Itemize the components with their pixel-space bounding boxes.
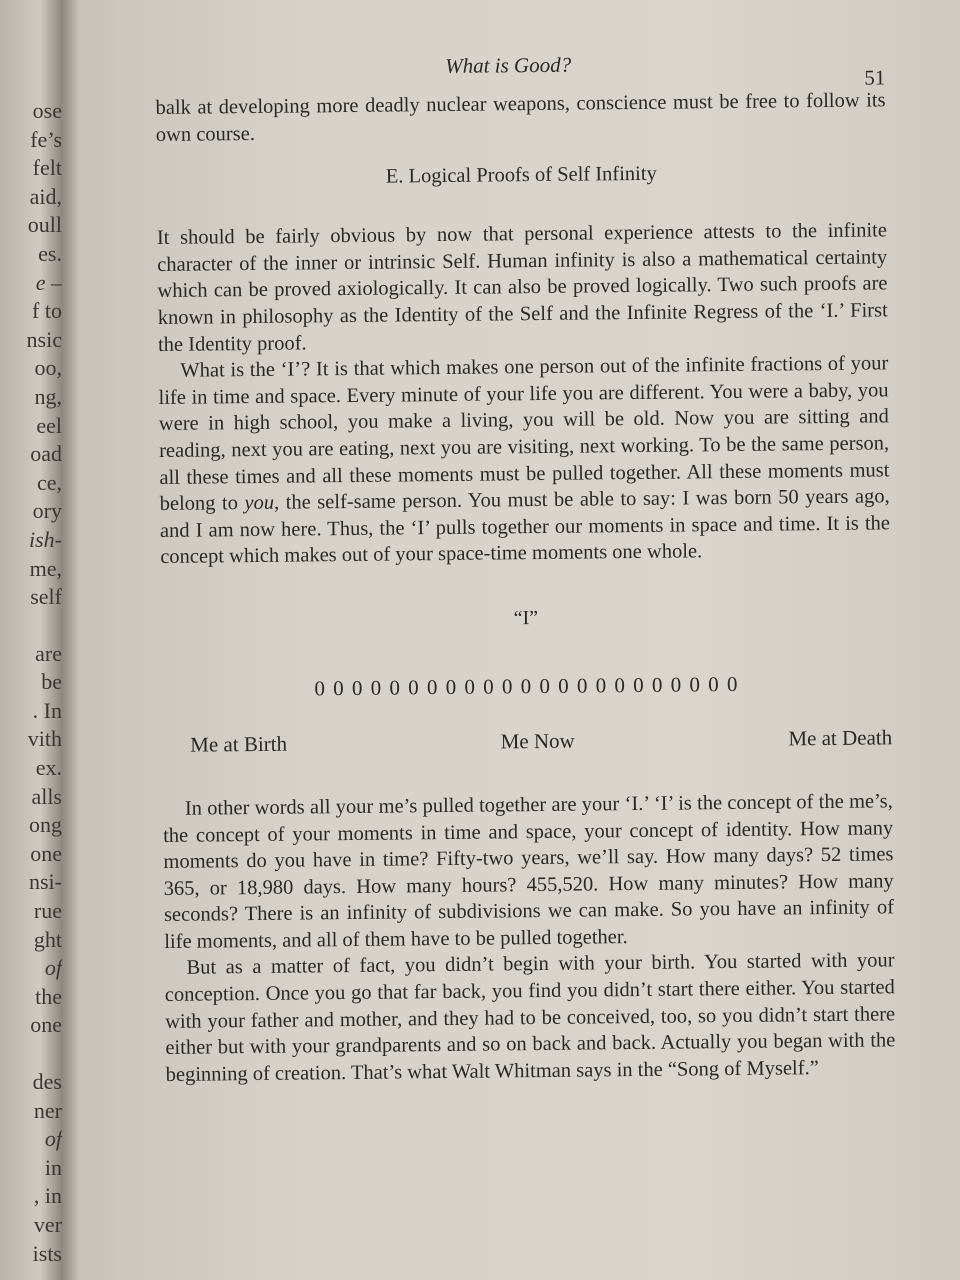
text-run: , the self-same person. You must be able to say: I was born 50 years ago, and I am now here. Thus, the ‘I’ pulls together our moments in space and time. It is the concept which makes out of your space-time moments one whole.: [159, 485, 891, 569]
fragment-line: one: [30, 840, 62, 866]
label-birth: Me at Birth: [190, 731, 288, 757]
fragment-line: oull: [27, 212, 62, 238]
fragment-line: [0, 1040, 62, 1068]
fragment-line: of: [44, 1126, 62, 1152]
page-header: [155, 47, 885, 95]
paragraph: balk at developing more deadly nuclear weapons, conscience must be free to follow its own course.: [155, 89, 886, 146]
book-page: [155, 47, 896, 1088]
fragment-line: ng,: [34, 383, 62, 409]
fragment-line: eel: [36, 412, 62, 438]
fragment-line: of: [44, 955, 62, 981]
fragment-line: fe’s: [30, 126, 62, 152]
fragment-line: oad: [30, 441, 62, 467]
fragment-line: ght: [33, 926, 62, 952]
fragment-line: ver: [33, 1211, 62, 1237]
fragment-line: ner: [33, 1097, 62, 1123]
fragment-line: be: [41, 669, 62, 695]
fragment-line: me,: [29, 555, 62, 581]
fragment-line: des: [32, 1069, 62, 1094]
fragment-line: ex.: [35, 755, 62, 781]
fragment-line: ose: [32, 98, 62, 123]
fragment-line: ce,: [36, 469, 62, 495]
fragment-line: , in: [33, 1183, 62, 1209]
fragment-line: the: [35, 983, 62, 1009]
fragment-line: nsic: [26, 326, 62, 352]
fragment-line: rue: [33, 898, 62, 924]
fragment-line: nsi-: [29, 869, 62, 895]
fragment-line: ory: [32, 498, 62, 524]
fragment-line: are: [35, 640, 62, 666]
text-run: What is the ‘I’? It is that which makes one person out of the infinite fractions of your life in time and space. Every minute of your life you are different. You were a baby, you were in high school, you make a living, you will be old. Now you are sitting and reading, next you are eating, next you are visiting, next working. To be the same person, all these times and all these moments must be pulled together. All these moments must belong to: [158, 352, 890, 516]
paragraph: [158, 350, 890, 570]
fragment-line: self: [30, 584, 62, 610]
diagram-label: “I”: [513, 606, 539, 630]
section-heading: E. Logical Proofs of Self Infinity: [385, 162, 657, 188]
fragment-line: aid,: [29, 183, 62, 209]
fragment-line: vith: [27, 726, 62, 752]
page-number: 51: [864, 65, 886, 90]
fragment-line: ists: [32, 1240, 62, 1266]
label-now: Me Now: [500, 728, 575, 754]
fragment-line: one: [30, 1012, 62, 1038]
fragment-line: es.: [38, 240, 62, 266]
fragment-line: [0, 612, 62, 640]
fragment-line: alls: [31, 783, 62, 809]
fragment-line: in: [44, 1154, 62, 1180]
label-death: Me at Death: [788, 725, 893, 751]
fragment-line: f to: [32, 298, 62, 324]
running-title: What is Good?: [445, 52, 572, 78]
fragment-line: . In: [32, 697, 62, 723]
fragment-line: ong: [29, 812, 62, 838]
paragraph: But as a matter of fact, you didn’t begin with your birth. You started with your conception. Once you go that far back, you find you didn’t start there either. You started with your father and mother, and they had to be conceived, too, so you didn’t start there either but with your grandparents and so on back and back. Actually you began with the beginning of creation. That’s what Walt Whitman says in the “Song of Myself.”: [164, 949, 896, 1086]
adjacent-page-fragments: [0, 97, 62, 1268]
emphasis: you: [244, 491, 275, 515]
paragraph: In other words all your me’s pulled together are your ‘I.’ ‘I’ is the concept of the me’s, the concept of your moments in time and space, your concept of identity. How many moments do you have in time? Fifty-two years, we’ll say. How many days? 52 times 365, or 18,980 days. How many hours? 455,520. How many minutes? How many seconds? There is an infinity of subdivisions we can make. So you have an infinity of life moments, and all of them have to be pulled together.: [163, 790, 895, 953]
diagram-labels: [162, 725, 892, 758]
fragment-line: e –: [35, 269, 62, 295]
fragment-line: oo,: [34, 355, 62, 381]
paragraph: It should be fairly obvious by now that personal experience attests to the infinite character of the inner or intrinsic Self. Human infinity is also a mathematical certainty which can be proved axiologically. It can also be proved logically. Two such proofs are known in philosophy as the Identity of the Self and the Infinite Regress of the ‘I.’ First the Identity proof.: [156, 219, 888, 356]
fragment-line: ish-: [29, 526, 62, 552]
fragment-line: felt: [32, 155, 62, 181]
moments-row: 0 0 0 0 0 0 0 0 0 0 0 0 0 0 0 0 0 0 0 0 0 0 0: [314, 671, 739, 701]
